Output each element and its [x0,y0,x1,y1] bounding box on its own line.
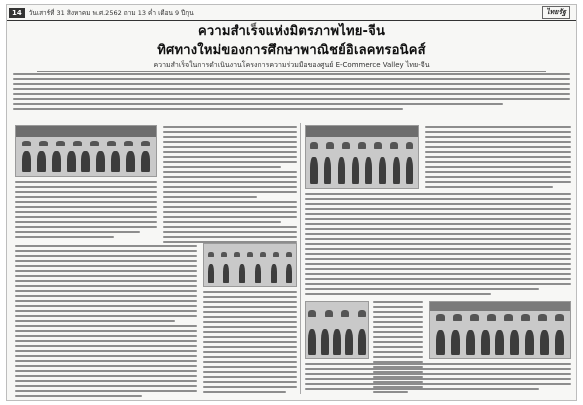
newspaper-logo: ไทยรัฐ [542,6,570,19]
article-column-right-top [425,126,571,190]
headline-subtitle: ความสำเร็จในการดำเนินงานโครงการความร่วมมือของศูนย์ E-Commerce Valley ไทย-จีน [153,61,430,69]
headline-line-1: ความสำเร็จแห่งมิตรภาพไทย-จีน [197,24,386,39]
group-photo-meeting [203,243,297,287]
group-photo-ceremony [15,125,157,177]
newspaper-page [6,4,577,401]
group-photo-classroom [305,125,419,189]
article-column-bottom-right [305,363,571,397]
group-photo-visit [429,301,571,359]
page-number: 14 [9,8,25,18]
headline-line-2: ทิศทางใหม่ของการศึกษาพาณิชย์อิเลคทรอนิคส์ [157,43,426,58]
intro-paragraph [13,73,570,121]
article-column-right-middle [305,193,571,297]
article-column-left-upper [15,181,157,241]
article-column-left-lower [15,245,197,397]
date-line: วันเสาร์ที่ 31 สิงหาคม พ.ศ.2562 ถาม 13 ค่ำ เดือน 9 ปีกุน [28,8,194,17]
article-column-center-lower [203,291,297,397]
article-column-1 [163,126,297,244]
group-photo-signing [305,301,369,359]
column-separator [300,123,301,394]
page-header [7,5,576,21]
headline-rule [37,71,546,72]
